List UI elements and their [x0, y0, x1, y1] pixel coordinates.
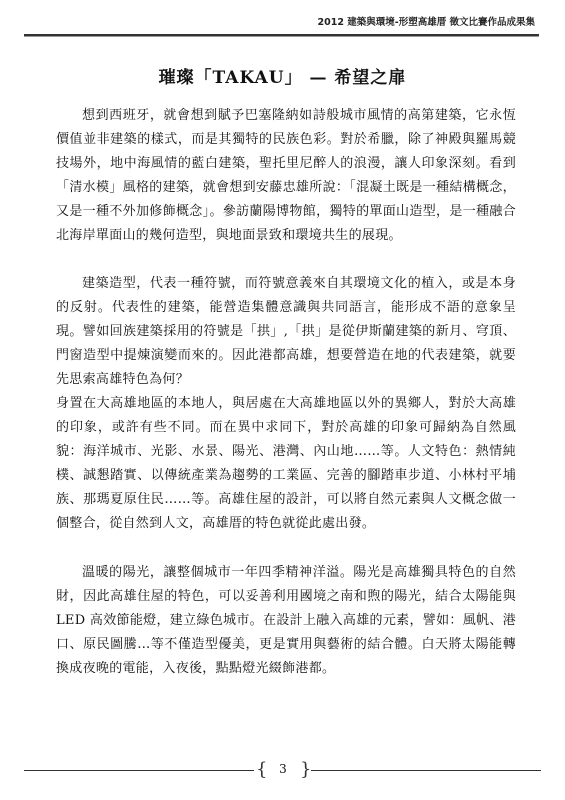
- header-rule: [24, 34, 539, 37]
- page-title: 璀璨「TAKAU」 — 希望之扉: [158, 68, 407, 88]
- footer-rule-right: [311, 770, 541, 771]
- footer-rule-left: [24, 770, 254, 771]
- paragraph-architecture-symbol: 建築造型，代表一種符號，而符號意義來自其環境文化的植入，或是本身的反射。代表性的建築，能營造集體意識與共同語言，能形成不語的意象呈現。譬如回族建築採用的符號是「拱」,「拱」是從伊斯蘭建築的新月、穹頂、門窗造型中提煉演變而來的。因此港都高雄，想要營造在地的代表建築，就要先思索高雄特色為何？: [56, 276, 516, 388]
- paragraph-intro: 想到西班牙，就會想到賦予巴塞隆納如詩般城市風情的高第建築，它永恆價值並非建築的樣式，而是其獨特的民族色彩。對於希臘，除了神殿與羅馬競技場外，地中海風情的藍白建築，聖托里尼醉人的浪漫，讓人印象深刻。看到「清水模」風格的建築，就會想到安藤忠雄所說：「混凝土既是一種結構概念，又是一種不外加修飾概念」。參訪蘭陽博物館，獨特的單面山造型，是一種融合北海岸單面山的幾何造型，與地面景致和環境共生的展現。: [56, 108, 516, 243]
- page-footer: [24, 760, 541, 782]
- footer-brace-open: {: [256, 759, 268, 780]
- running-header: 2012 建築與環境-形塑高雄厝 徵文比賽作品成果集: [317, 17, 535, 28]
- page-number: 3: [279, 762, 287, 776]
- paragraph-gap: [56, 535, 516, 561]
- article-body: [56, 104, 516, 681]
- paragraph-sunlight: 溫暖的陽光，讓整個城市一年四季精神洋溢。陽光是高雄獨具特色的自然財，因此高雄住屋的特色，可以妥善利用國境之南和煦的陽光，結合太陽能與 LED 高效節能燈，建立綠色城市。在設計上融入高雄的元素，譬如：風帆、港口、原民圖騰…等不僅造型優美，更是實用與藝術的結合體。白天將太陽能轉換成夜晚的電能，入夜後，點點燈光綴飾港都。: [56, 565, 516, 677]
- paragraph-kaohsiung-impression: 身置在大高雄地區的本地人，與居處在大高雄地區以外的異鄉人，對於大高雄的印象，或許有些不同。而在異中求同下，對於高雄的印象可歸納為自然風貌：海洋城市、光影、水景、陽光、港灣、內山地……等。人文特色：熱情純樸、誠懇踏實、以傳統產業為趨勢的工業區、完善的腳踏車步道、小林村平埔族、那瑪夏原住民……等。高雄住屋的設計，可以將自然元素與人文概念做一個整合，從自然到人文，高雄厝的特色就從此處出發。: [56, 395, 516, 531]
- footer-brace-close: }: [300, 759, 312, 780]
- paragraph-gap: [56, 247, 516, 272]
